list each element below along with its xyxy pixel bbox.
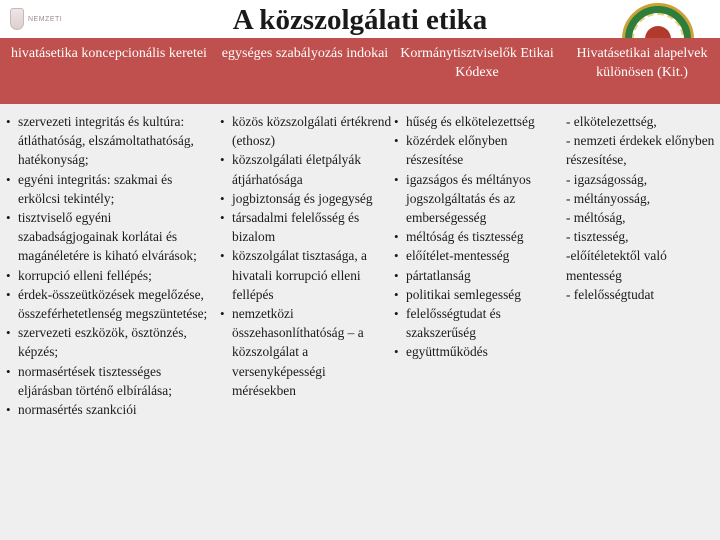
list-item: - nemzeti érdekek előnyben részesítése,	[566, 133, 715, 168]
list-item: • közös közszolgálati értékrend (ethosz)	[220, 112, 392, 150]
column-2	[220, 112, 392, 400]
list-item: • érdek-összeütközések megelőzése, összeférhetetlenség megszüntetése;	[6, 285, 212, 323]
list-item: • méltóság és tisztesség	[394, 227, 560, 246]
list-item: • normasértések tisztességes eljárásban történő elbírálása;	[6, 362, 212, 400]
list-item: • hűség és elkötelezettség	[394, 112, 560, 131]
list-item: • társadalmi felelősség és bizalom	[220, 208, 392, 246]
list-item: • közszolgálat tisztasága, a hivatali korrupció elleni fellépés	[220, 246, 392, 304]
list-item: • politikai semlegesség	[394, 285, 560, 304]
list-item: -előítéletektől való mentesség	[566, 248, 667, 283]
header-col-1: hivatásetika koncepcionális keretei	[11, 46, 207, 61]
header-col-4: Hivatásetikai alapelvek különösen (Kit.)	[576, 46, 708, 80]
list-item: • egyéni integritás: szakmai és erkölcsi tekintély;	[6, 170, 212, 208]
list-item: - méltányosság,	[566, 190, 651, 206]
header-col-2: egységes szabályozás indokai	[221, 46, 389, 61]
list-item: • jogbiztonság és jogegység	[220, 189, 392, 208]
list-item: • felelősségtudat és szakszerűség	[394, 304, 560, 342]
list-item: - tisztesség,	[566, 229, 629, 245]
list-item: • közérdek előnyben részesítése	[394, 131, 560, 169]
header-col-3: Kormánytisztviselők Etikai Kódexe	[400, 46, 554, 80]
column-4	[566, 112, 718, 304]
list-item: - elkötelezettség,	[566, 114, 657, 129]
page-title: A közszolgálati etika	[232, 4, 488, 36]
logo-left-text: NEMZETI	[28, 15, 63, 23]
column-3	[394, 112, 560, 362]
list-item: • szervezeti integritás és kultúra: átláthatóság, elszámoltathatóság, hatékonyság;	[6, 112, 212, 170]
list-item: - felelősségtudat	[566, 286, 655, 302]
list-item: - igazságosság,	[566, 171, 648, 187]
list-item: • normasértés szankciói	[6, 400, 212, 419]
list-item: • pártatlanság	[394, 266, 560, 285]
column-1	[6, 112, 212, 419]
list-item: • együttműködés	[394, 342, 560, 361]
list-item: • tisztviselő egyéni szabadságjogainak korlátai és magánéletére is kiható elvárások;	[6, 208, 212, 266]
header-band	[0, 38, 720, 104]
list-item: • közszolgálati életpályák átjárhatósága	[220, 150, 392, 188]
list-item: • szervezeti eszközök, ösztönzés, képzés;	[6, 323, 212, 361]
list-item: • korrupció elleni fellépés;	[6, 266, 212, 285]
list-item: • nemzetközi összehasonlíthatóság – a közszolgálat a versenyképességi mérésekben	[220, 304, 392, 400]
list-item: • előítélet-mentesség	[394, 246, 560, 265]
list-item: - méltóság,	[566, 210, 626, 226]
list-item: • igazságos és méltányos jogszolgáltatás és az emberségesség	[394, 170, 560, 228]
